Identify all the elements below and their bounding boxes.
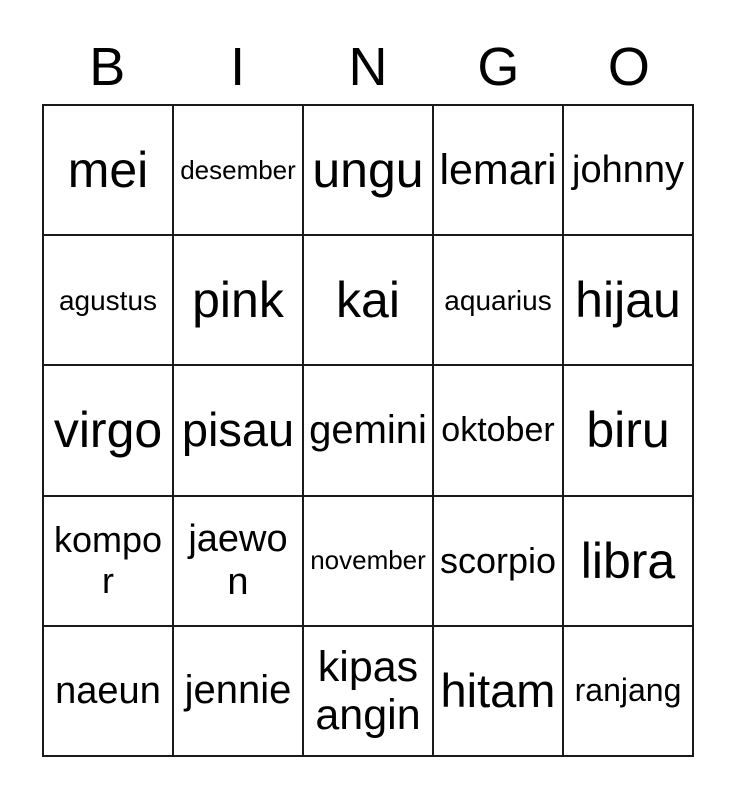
- bingo-cell-r2c1[interactable]: [44, 236, 172, 364]
- cell-text: hitam: [440, 663, 556, 717]
- bingo-cell-r1c2[interactable]: [174, 106, 302, 234]
- cell-text: ranjang: [574, 671, 682, 708]
- cell-text: pisau: [181, 403, 295, 457]
- cell-text: virgo: [53, 402, 163, 459]
- cell-text: jaewon: [188, 518, 288, 603]
- bingo-cell-r2c3[interactable]: [304, 236, 432, 364]
- bingo-grid: [42, 104, 694, 757]
- header-letter-i: I: [230, 37, 246, 97]
- cell-text: oktober: [441, 411, 555, 450]
- bingo-cell-r4c2[interactable]: [174, 497, 302, 625]
- bingo-cell-r4c3[interactable]: [304, 497, 432, 625]
- bingo-cell-r3c5[interactable]: [564, 366, 692, 494]
- bingo-cell-r3c3[interactable]: [304, 366, 432, 494]
- bingo-cell-r5c4[interactable]: [434, 627, 562, 755]
- bingo-cell-r1c4[interactable]: [434, 106, 562, 234]
- cell-text: agustus: [58, 284, 158, 316]
- bingo-cell-r4c4[interactable]: [434, 497, 562, 625]
- cell-text: gemini: [309, 408, 427, 453]
- cell-text: kai: [336, 272, 400, 329]
- bingo-cell-r4c1[interactable]: [44, 497, 172, 625]
- bingo-header: [42, 38, 694, 96]
- header-letter-g: G: [477, 37, 520, 97]
- cell-text: libra: [580, 532, 676, 589]
- header-letter-b: B: [89, 37, 126, 97]
- cell-text: mei: [67, 142, 149, 199]
- cell-text: ungu: [312, 142, 424, 199]
- bingo-cell-r2c5[interactable]: [564, 236, 692, 364]
- bingo-cell-r3c4[interactable]: [434, 366, 562, 494]
- cell-text: kipas angin: [315, 642, 421, 739]
- cell-text: november: [310, 545, 426, 576]
- bingo-cell-r5c3[interactable]: [304, 627, 432, 755]
- bingo-cell-r4c5[interactable]: [564, 497, 692, 625]
- bingo-cell-r5c2[interactable]: [174, 627, 302, 755]
- header-letter-o: O: [607, 37, 650, 97]
- cell-text: hijau: [575, 272, 681, 329]
- bingo-cell-r1c5[interactable]: [564, 106, 692, 234]
- bingo-cell-r3c2[interactable]: [174, 366, 302, 494]
- cell-text: johnny: [572, 148, 684, 191]
- bingo-cell-r5c1[interactable]: [44, 627, 172, 755]
- cell-text: aquarius: [444, 284, 552, 316]
- cell-text: biru: [586, 402, 670, 459]
- cell-text: desember: [180, 154, 296, 185]
- cell-text: scorpio: [439, 539, 557, 581]
- bingo-cell-r1c3[interactable]: [304, 106, 432, 234]
- bingo-cell-r2c4[interactable]: [434, 236, 562, 364]
- header-letter-n: N: [348, 37, 388, 97]
- bingo-cell-r2c2[interactable]: [174, 236, 302, 364]
- cell-text: naeun: [55, 669, 161, 712]
- bingo-cell-r3c1[interactable]: [44, 366, 172, 494]
- cell-text: kompor: [53, 519, 163, 601]
- bingo-cell-r5c5[interactable]: [564, 627, 692, 755]
- bingo-cell-r1c1[interactable]: [44, 106, 172, 234]
- cell-text: jennie: [184, 668, 292, 713]
- cell-text: pink: [192, 272, 284, 329]
- cell-text: lemari: [439, 146, 557, 195]
